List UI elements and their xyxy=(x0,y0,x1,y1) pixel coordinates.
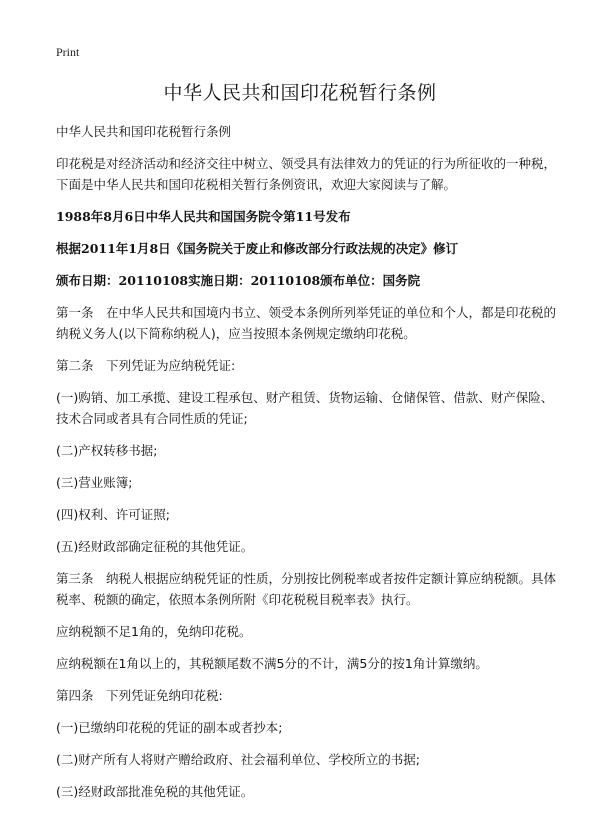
paragraph-intro: 印花税是对经济活动和经济交往中树立、领受具有法律效力的凭证的行为所征收的一种税，下面是中华人民共和国印花税相关暂行条例资讯，欢迎大家阅读与了解。 xyxy=(56,156,557,192)
paragraph-article-3: 第三条 纳税人根据应纳税凭证的性质，分别按比例税率或者按件定额计算应纳税额。具体税率、税额的确定，依照本条例所附《印花税税目税率表》执行。 xyxy=(56,571,557,607)
paragraph-subtitle: 中华人民共和国印花税暂行条例 xyxy=(56,124,232,139)
paragraph-article-2-item-5: (五)经财政部确定征税的其他凭证。 xyxy=(56,539,254,554)
paragraph-article-2-item-1: (一)购销、加工承揽、建设工程承包、财产租赁、货物运输、仓储保管、借款、财产保险、技术合同或者具有合同性质的凭证; xyxy=(56,390,554,426)
paragraph-article-3-note-2: 应纳税额在1角以上的，其税额尾数不满5分的不计，满5分的按1角计算缴纳。 xyxy=(56,656,488,671)
paragraph-issued: 1988年8月6日中华人民共和国国务院令第11号发布 xyxy=(56,209,351,224)
print-link[interactable]: Print xyxy=(56,45,80,59)
paragraph-article-2: 第二条 下列凭证为应纳税凭证: xyxy=(56,358,236,373)
page-title: 中华人民共和国印花税暂行条例 xyxy=(163,82,437,104)
paragraph-dates: 颁布日期：20110108实施日期：20110108颁布单位：国务院 xyxy=(56,273,421,288)
paragraph-article-4-item-1: (一)已缴纳印花税的凭证的副本或者抄本; xyxy=(56,720,283,735)
paragraph-article-4-item-3: (三)经财政部批准免税的其他凭证。 xyxy=(56,784,254,799)
paragraph-article-2-item-2: (二)产权转移书据; xyxy=(56,443,158,458)
paragraph-article-2-item-3: (三)营业账簿; xyxy=(56,475,133,490)
paragraph-article-2-item-4: (四)权利、许可证照; xyxy=(56,507,170,522)
paragraph-article-4-item-2: (二)财产所有人将财产赠给政府、社会福利单位、学校所立的书据; xyxy=(56,752,420,767)
document-body xyxy=(56,121,556,813)
paragraph-article-1: 第一条 在中华人民共和国境内书立、领受本条例所列举凭证的单位和个人，都是印花税的纳税义务人(以下简称纳税人)，应当按照本条例规定缴纳印花税。 xyxy=(56,305,557,341)
paragraph-article-3-note-1: 应纳税额不足1角的，免纳印花税。 xyxy=(56,624,252,639)
paragraph-article-4: 第四条 下列凭证免纳印花税: xyxy=(56,688,223,703)
paragraph-revised: 根据2011年1月8日《国务院关于废止和修改部分行政法规的决定》修订 xyxy=(56,241,459,256)
